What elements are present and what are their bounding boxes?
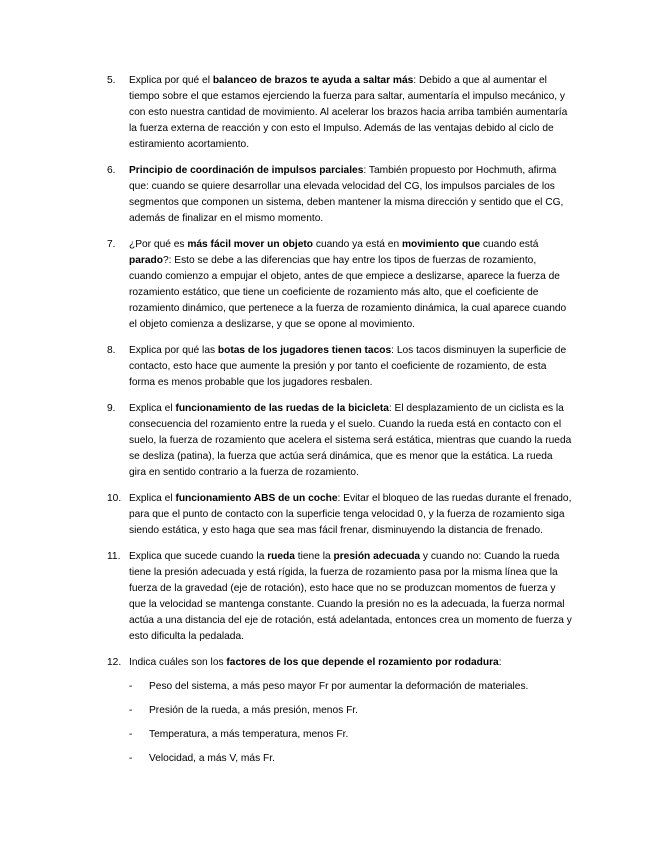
question-item bbox=[107, 549, 572, 645]
dash-bullet-icon: - bbox=[129, 753, 133, 764]
factor-item bbox=[129, 703, 572, 719]
text-run: cuando ya está en bbox=[313, 239, 402, 250]
question-text bbox=[129, 75, 567, 150]
text-run: tiene la bbox=[294, 551, 334, 562]
text-run: cuando está bbox=[480, 239, 539, 250]
question-item bbox=[107, 491, 572, 539]
question-list bbox=[107, 73, 572, 777]
question-number: 8. bbox=[107, 345, 116, 356]
question-item bbox=[107, 73, 572, 153]
text-run: Explica por qué el bbox=[129, 75, 213, 86]
bold-phrase: movimiento que bbox=[401, 239, 481, 250]
text-run: ?: Esto se debe a las diferencias que hay entre los tipos de fuerzas de rozamiento, cuando comienzo a empujar el objeto, antes de que empiece a deslizarse, aparece la fuerza de rozamiento estático, que tiene un coeficiente de rozamiento más alto, que el coeficiente de rozamiento dinámico, que pertenece a la fuerza de rozamiento dinámica, la cual aparece cuando el objeto comienza a deslizarse, y que se opone al movimiento. bbox=[129, 255, 567, 330]
text-run: : bbox=[498, 657, 502, 668]
factor-item bbox=[129, 751, 572, 767]
bold-phrase: más fácil mover un objeto bbox=[187, 239, 314, 250]
factor-text: Peso del sistema, a más peso mayor Fr por aumentar la deformación de materiales. bbox=[149, 681, 529, 692]
text-run: : Los tacos disminuyen la superficie de contacto, esto hace que aumente la presión y por tanto el coeficiente de rozamiento, de esta forma es menos probable que los jugadores resbalen. bbox=[129, 345, 567, 388]
question-text bbox=[129, 239, 566, 330]
text-run: Explica el bbox=[129, 493, 176, 504]
bold-phrase: balanceo de brazos te ayuda a saltar más bbox=[212, 75, 414, 86]
question-text bbox=[129, 493, 571, 536]
question-number: 12. bbox=[107, 657, 122, 668]
question-item bbox=[107, 655, 572, 767]
text-run: Indica cuáles son los bbox=[129, 657, 227, 668]
factor-list bbox=[129, 679, 572, 767]
question-number: 9. bbox=[107, 403, 116, 414]
factor-item bbox=[129, 727, 572, 743]
bold-phrase: funcionamiento ABS de un coche bbox=[175, 493, 338, 504]
question-number: 10. bbox=[107, 493, 122, 504]
bold-phrase: factores de los que depende el rozamiento por rodadura bbox=[226, 657, 499, 668]
question-text bbox=[129, 403, 571, 478]
text-run: Explica el bbox=[129, 403, 176, 414]
text-run: : Debido a que al aumentar el tiempo sobre el que estamos ejerciendo la fuerza para saltar, aumentaría el impulso mecánico, y con esto nuestra cantidad de movimiento. Al acelerar los brazos hacia arriba también aumentaría la fuerza externa de reacción y con esto el Impulso. Además de las ventajas debido al ciclo de estiramiento acortamiento. bbox=[129, 75, 568, 150]
question-number: 7. bbox=[107, 239, 116, 250]
dash-bullet-icon: - bbox=[129, 681, 133, 692]
factor-text: Presión de la rueda, a más presión, menos Fr. bbox=[149, 705, 358, 716]
factor-text: Temperatura, a más temperatura, menos Fr. bbox=[149, 729, 349, 740]
factor-item bbox=[129, 679, 572, 695]
text-run: : El desplazamiento de un ciclista es la consecuencia del rozamiento entre la rueda y el suelo. Cuando la rueda está en contacto con el suelo, la fuerza de rozamiento que acelera el sistema será estática, mientras que cuando la rueda se desliza (patina), la fuerza que actúa será dinámica, que es menor que la estática. La rueda gira en sentido contrario a la fuerza de rozamiento. bbox=[129, 403, 572, 478]
text-run: Explica por qué las bbox=[129, 345, 218, 356]
question-text bbox=[129, 345, 566, 388]
factor-text: Velocidad, a más V, más Fr. bbox=[149, 753, 275, 764]
question-item bbox=[107, 401, 572, 481]
question-item bbox=[107, 163, 572, 227]
bold-phrase: Principio de coordinación de impulsos parciales bbox=[129, 165, 364, 176]
dash-bullet-icon: - bbox=[129, 705, 133, 716]
text-run: : Evitar el bloqueo de las ruedas durante el frenado, para que el punto de contacto con la superficie tenga velocidad 0, y la fuerza de rozamiento siga siendo estática, y esto haga que sea mas fácil frenar, disminuyendo la distancia de frenado. bbox=[129, 493, 572, 536]
question-number: 6. bbox=[107, 165, 116, 176]
bold-phrase: presión adecuada bbox=[333, 551, 421, 562]
question-number: 5. bbox=[107, 75, 116, 86]
question-text bbox=[129, 551, 572, 642]
bold-phrase: parado bbox=[129, 255, 163, 266]
question-text bbox=[129, 657, 502, 668]
bold-phrase: funcionamiento de las ruedas de la bicicleta bbox=[175, 403, 389, 414]
question-item bbox=[107, 343, 572, 391]
text-run: Explica que sucede cuando la bbox=[129, 551, 268, 562]
question-text bbox=[129, 165, 563, 224]
text-run: y cuando no: Cuando la rueda tiene la presión adecuada y está rígida, la fuerza de rozamiento pasa por la misma línea que la fuerza de la gravedad (eje de rotación), esto hace que no se produzcan momentos de fuerza y que la velocidad se mantenga constante. Cuando la presión no es la adecuada, la fuerza normal actúa a una distancia del eje de rotación, está adelantada, entonces crea un momento de fuerza y esto dificulta la pedalada. bbox=[129, 551, 572, 642]
question-item bbox=[107, 237, 572, 333]
text-run: : También propuesto por Hochmuth, afirma que: cuando se quiere desarrollar una elevada velocidad del CG, los impulsos parciales de los segmentos que componen un sistema, deben mantener la misma dirección y sentido que el CG, además de finalizar en el mismo momento. bbox=[129, 165, 564, 224]
text-run: ¿Por qué es bbox=[129, 239, 188, 250]
bold-phrase: botas de los jugadores tienen tacos bbox=[217, 345, 392, 356]
question-number: 11. bbox=[107, 551, 121, 562]
bold-phrase: rueda bbox=[267, 551, 295, 562]
dash-bullet-icon: - bbox=[129, 729, 133, 740]
